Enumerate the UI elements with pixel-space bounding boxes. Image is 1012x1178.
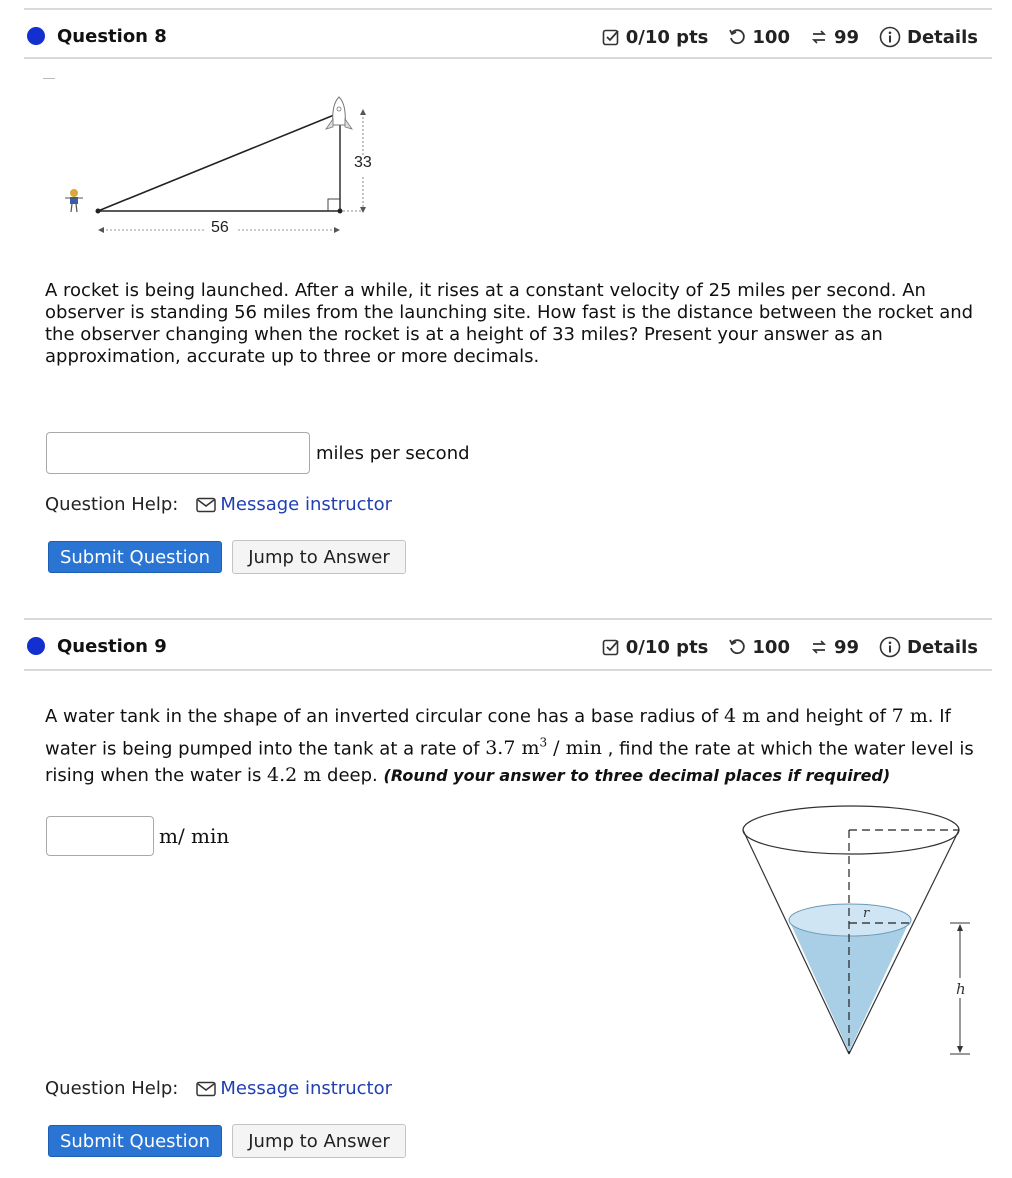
question-help-label: Question Help: bbox=[45, 494, 179, 515]
rate-unit: / min bbox=[553, 737, 602, 760]
message-instructor-link[interactable]: Message instructor bbox=[220, 1078, 392, 1099]
submit-question-button[interactable]: Submit Question bbox=[48, 541, 222, 573]
info-icon[interactable] bbox=[879, 26, 901, 48]
retry-icon bbox=[728, 638, 746, 656]
decorative-dash bbox=[43, 78, 55, 79]
radius-label: r bbox=[863, 906, 870, 921]
top-divider bbox=[24, 8, 992, 10]
attempts-icon bbox=[810, 28, 828, 46]
submit-question-button[interactable]: Submit Question bbox=[48, 1125, 222, 1157]
question-8-divider bbox=[24, 57, 992, 59]
question-8-text: A rocket is being launched. After a while, it rises at a constant velocity of 25 miles per second. An observer is standing 56 miles from the launching site. How fast is the distance between the rocket and the observer changing when the rocket is at a height of 33 miles? Present your answer as an approximation, accurate up to three or more decimals. bbox=[45, 280, 974, 367]
answer-unit: miles per second bbox=[316, 443, 470, 464]
question-9-top-divider bbox=[24, 618, 992, 620]
retry-icon bbox=[728, 28, 746, 46]
text-segment: deep. bbox=[321, 765, 378, 787]
retries-count: 100 bbox=[752, 636, 790, 658]
question-help bbox=[45, 1078, 392, 1099]
math-depth: 4.2 m bbox=[267, 764, 322, 787]
question-status-dot bbox=[27, 637, 45, 655]
attempts-icon bbox=[810, 638, 828, 656]
math-radius: 4 m bbox=[724, 705, 761, 727]
rocket-icon bbox=[326, 97, 352, 129]
rate-exponent: 3 bbox=[539, 736, 548, 750]
height-label: h bbox=[956, 980, 966, 998]
text-segment: A water tank in the shape of an inverted circular cone has a base radius of bbox=[45, 706, 724, 727]
text-segment: . If water is being pumped into the tank at a rate of bbox=[45, 706, 951, 760]
answer-input[interactable] bbox=[46, 816, 154, 856]
cone-diagram bbox=[735, 800, 975, 1065]
points-text: 0/10 pts bbox=[625, 636, 709, 658]
question-status-dot bbox=[27, 27, 45, 45]
details-link[interactable]: Details bbox=[907, 636, 978, 658]
answer-unit: m/ min bbox=[159, 824, 230, 848]
jump-to-answer-button[interactable]: Jump to Answer bbox=[232, 540, 406, 574]
question-title: Question 8 bbox=[57, 26, 167, 47]
question-meta bbox=[602, 26, 978, 48]
water-surface bbox=[789, 904, 911, 936]
jump-to-answer-button[interactable]: Jump to Answer bbox=[232, 1124, 406, 1158]
rocket-diagram bbox=[60, 95, 380, 240]
score-checkbox-icon bbox=[602, 28, 620, 46]
details-link[interactable]: Details bbox=[907, 26, 978, 48]
question-9-divider bbox=[24, 669, 992, 671]
text-segment: , find the rate at which the water level is rising when the water is bbox=[45, 738, 974, 787]
height-label: 33 bbox=[354, 154, 372, 171]
points-text: 0/10 pts bbox=[625, 26, 709, 48]
rounding-note: (Round your answer to three decimal places if required) bbox=[383, 766, 891, 786]
score-checkbox-icon bbox=[602, 638, 620, 656]
math-height: 7 m bbox=[891, 705, 928, 727]
math-rate bbox=[485, 737, 602, 759]
text-segment: and height of bbox=[760, 706, 892, 727]
question-title: Question 9 bbox=[57, 636, 167, 657]
message-instructor-link[interactable]: Message instructor bbox=[220, 494, 392, 515]
info-icon[interactable] bbox=[879, 636, 901, 658]
question-meta bbox=[602, 636, 978, 658]
hypotenuse-line bbox=[98, 113, 339, 211]
observer-icon bbox=[65, 189, 83, 212]
attempts-count: 99 bbox=[833, 26, 860, 48]
question-help-label: Question Help: bbox=[45, 1078, 179, 1099]
question-9-header bbox=[24, 628, 992, 664]
answer-input[interactable] bbox=[46, 432, 310, 474]
attempts-count: 99 bbox=[833, 636, 860, 658]
retries-count: 100 bbox=[752, 26, 790, 48]
rate-value: 3.7 m bbox=[485, 737, 540, 760]
question-9-text bbox=[45, 703, 980, 789]
question-help bbox=[45, 494, 392, 515]
mail-icon bbox=[196, 497, 216, 513]
question-8-header bbox=[24, 18, 992, 54]
mail-icon bbox=[196, 1081, 216, 1097]
distance-label: 56 bbox=[211, 219, 229, 236]
